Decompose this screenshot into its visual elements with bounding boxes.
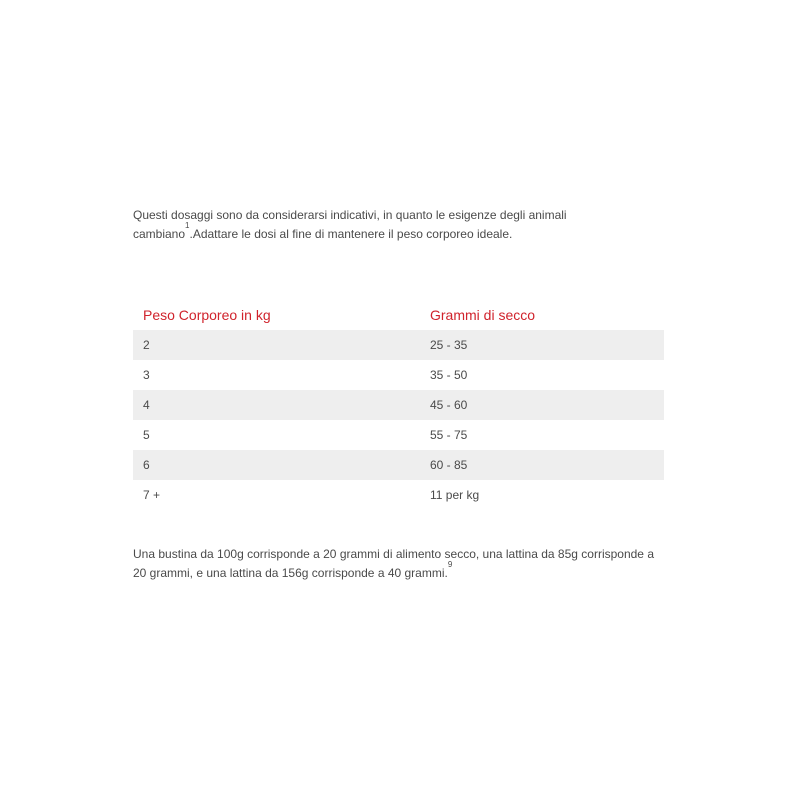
grams-cell: 11 per kg (430, 488, 480, 502)
grams-cell: 35 - 50 (430, 368, 468, 382)
intro-paragraph (133, 206, 664, 244)
table-row (133, 450, 664, 480)
footnote-ref-1[interactable]: 1 (185, 221, 190, 230)
weight-cell: 2 (143, 338, 150, 352)
weight-cell: 7 + (143, 488, 161, 502)
table-row (133, 360, 664, 390)
table-row (133, 480, 664, 510)
table-row (133, 420, 664, 450)
footnote-ref-9[interactable]: 9 (447, 560, 453, 569)
grams-cell: 45 - 60 (430, 398, 468, 412)
weight-cell: 5 (143, 428, 150, 442)
conversion-text: Una bustina da 100g corrisponde a 20 grammi di alimento secco, una lattina da 85g corrisponde a 20 grammi, e una lattina da 156g corrisponde a 40 grammi. (133, 547, 654, 580)
table-row (133, 390, 664, 420)
grams-cell: 55 - 75 (430, 428, 468, 442)
header-body-weight: Peso Corporeo in kg (143, 307, 271, 323)
weight-cell: 3 (143, 368, 150, 382)
intro-text-continued: .Adattare le dosi al fine di mantenere il peso corporeo ideale. (189, 227, 513, 241)
dosage-table (133, 300, 664, 510)
header-dry-grams: Grammi di secco (430, 307, 536, 323)
table-header (133, 300, 664, 330)
intro-text: Questi dosaggi sono da considerarsi indicativi, in quanto le esigenze degli animali cambiano (133, 208, 567, 241)
weight-cell: 6 (143, 458, 150, 472)
grams-cell: 60 - 85 (430, 458, 468, 472)
weight-cell: 4 (143, 398, 150, 412)
table-row (133, 330, 664, 360)
grams-cell: 25 - 35 (430, 338, 468, 352)
conversion-paragraph (133, 545, 664, 583)
